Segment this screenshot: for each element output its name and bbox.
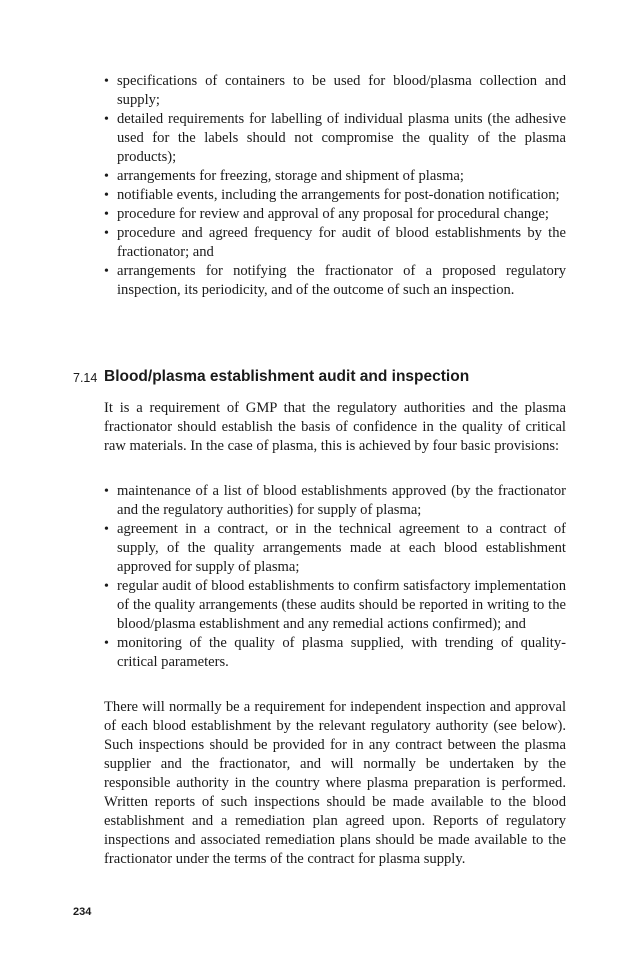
contract-requirements-list xyxy=(104,72,566,300)
section-title: Blood/plasma establishment audit and inspection xyxy=(104,368,470,385)
list-item: • specifications of containers to be used for blood/plasma collection and supply; xyxy=(104,72,566,110)
provisions-list xyxy=(104,482,566,672)
closing-paragraph: There will normally be a requirement for independent inspection and approval of each blood establishment by the relevant regulatory authority (see below). Such inspections should be provided for in any contract between the plasma supplier and the fractionator, and will normally be undertaken by the responsible authority in the country where plasma preparation is performed. Written reports of such inspections should be made available to the blood establishment and a remediation plan agreed upon. Reports of regulatory inspections and associated remediation plans should be made available to the fractionator under the terms of the contract for plasma supply. xyxy=(104,699,566,867)
section-number: 7.14 xyxy=(73,371,98,385)
list-item: • arrangements for freezing, storage and shipment of plasma; xyxy=(104,167,566,186)
list-item: • regular audit of blood establishments to confirm satisfactory implementation of the quality arrangements (these audits should be reported in writing to the blood/plasma establishment and any remedial actions confirmed); and xyxy=(104,577,566,634)
list-item: • maintenance of a list of blood establishments approved (by the fractionator and the regulatory authorities) for supply of plasma; xyxy=(104,482,566,520)
page-number: 234 xyxy=(73,906,92,918)
list-item: • detailed requirements for labelling of individual plasma units (the adhesive used for the labels should not compromise the quality of the plasma products); xyxy=(104,110,566,167)
list-item: • agreement in a contract, or in the technical agreement to a contract of supply, of the quality arrangements made at each blood establishment approved for supply of plasma; xyxy=(104,520,566,577)
list-item: • procedure and agreed frequency for audit of blood establishments by the fractionator; and xyxy=(104,224,566,262)
list-item: • monitoring of the quality of plasma supplied, with trending of quality-critical parameters. xyxy=(104,634,566,672)
list-item: • notifiable events, including the arrangements for post-donation notification; xyxy=(104,186,566,205)
section-intro-paragraph: It is a requirement of GMP that the regulatory authorities and the plasma fractionator should establish the basis of confidence in the quality of critical raw materials. In the case of plasma, this is achieved by four basic provisions: xyxy=(104,400,566,454)
list-item: • arrangements for notifying the fractionator of a proposed regulatory inspection, its periodicity, and of the outcome of such an inspection. xyxy=(104,262,566,300)
list-item: • procedure for review and approval of any proposal for procedural change; xyxy=(104,205,566,224)
